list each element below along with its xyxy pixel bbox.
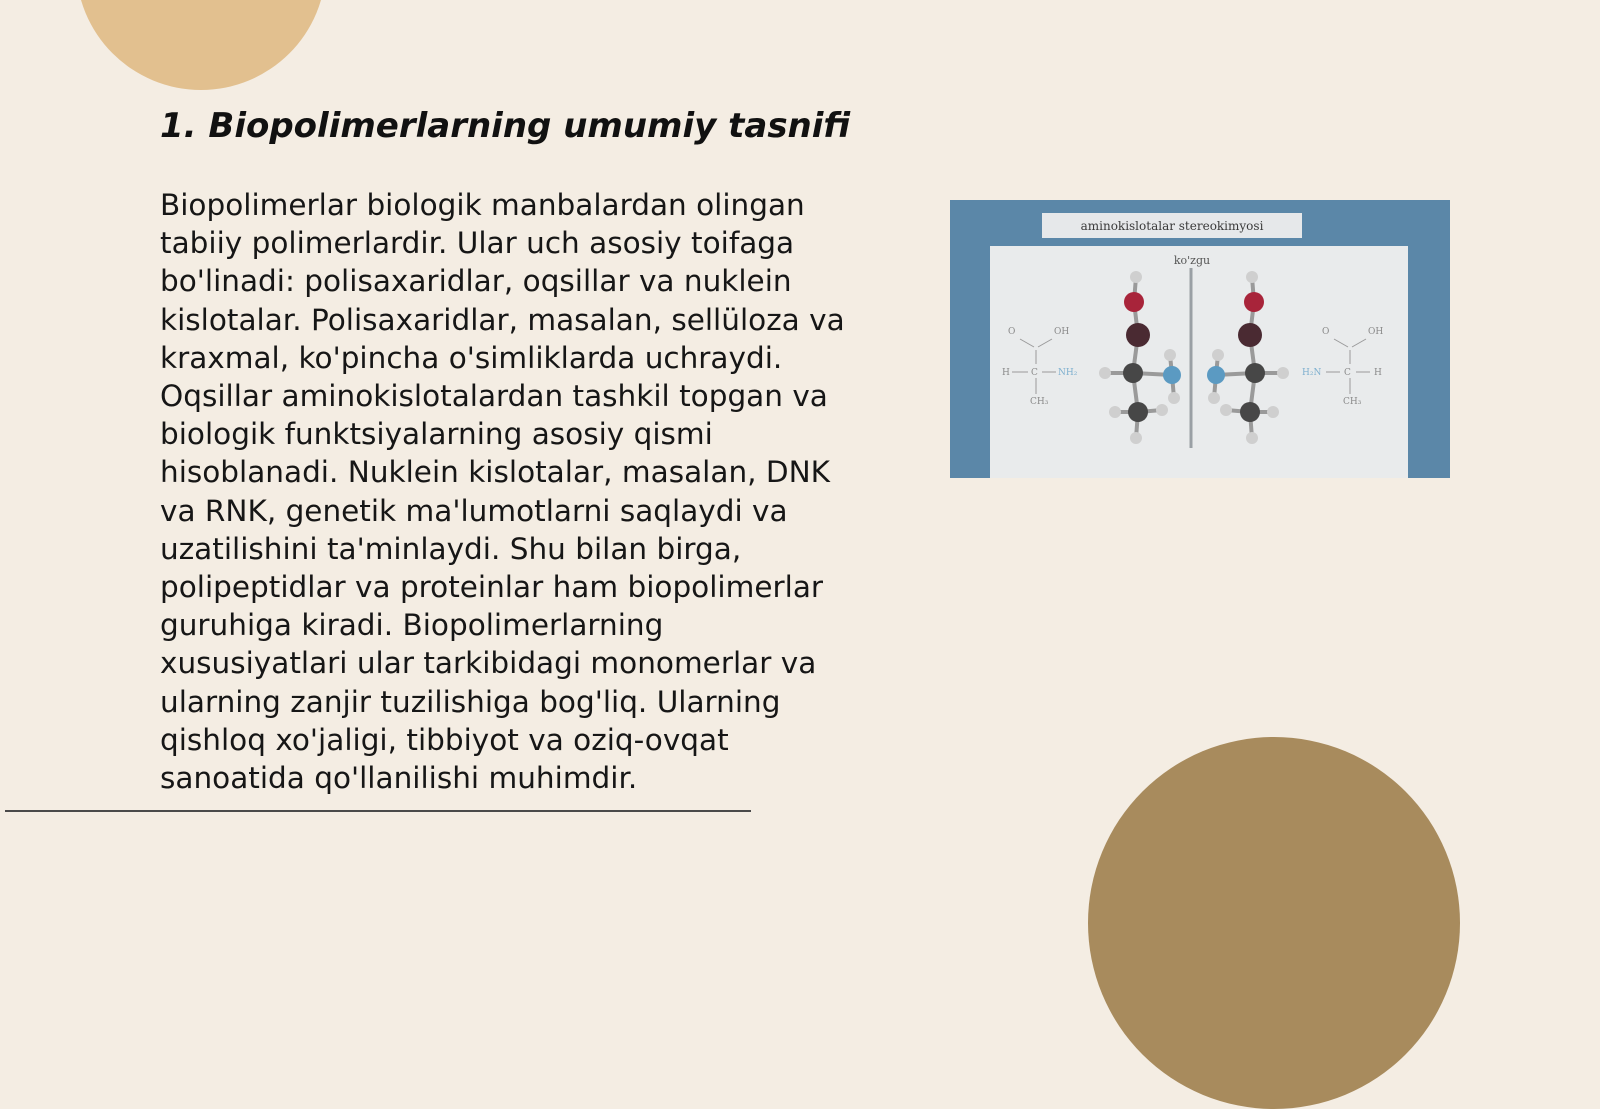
atom-hydrogen	[1130, 271, 1142, 283]
atom-hydrogen	[1099, 367, 1111, 379]
atom-carbon	[1245, 363, 1265, 383]
formula-right-oh: OH	[1368, 327, 1384, 337]
atom-carbon	[1123, 363, 1143, 383]
slide-body-text: Biopolimerlar biologik manbalardan olingan tabiiy polimerlardir. Ular uch asosiy toifaga bo'linadi: polisaxaridlar, oqsillar va nuklein kislotalar. Polisaxaridlar, masalan, sellüloza va kraxmal, ko'pincha o'simliklarda uchraydi. Oqsillar aminokislotalardan tashkil topgan va biologik funktsiyalarning asosiy qismi hisoblanadi. Nuklein kislotalar, masalan, DNK va RNK, genetik ma'lumotlarni saqlaydi va uzatilishini ta'minlaydi. Shu bilan birga, polipeptidlar va proteinlar ham biopolimerlar guruhiga kiradi. Biopolimerlarning xususiyatlari ular tarkibidagi monomerlar va ularning zanjir tuzilishiga bog'liq. Ularning qishloq xo'jaligi, tibbiyot va oziq-ovqat sanoatida qo'llanilishi muhimdir.	[160, 188, 845, 796]
atom-hydrogen	[1267, 406, 1279, 418]
atom-carbon	[1128, 402, 1148, 422]
decorative-circle-bottom	[1088, 737, 1460, 1109]
formula-right-c: C	[1344, 368, 1351, 378]
atom-hydrogen	[1168, 392, 1180, 404]
atom-hydrogen	[1130, 432, 1142, 444]
formula-left-oh: OH	[1054, 327, 1070, 337]
atom-hydrogen	[1277, 367, 1289, 379]
formula-left-h: H	[1002, 368, 1010, 378]
mirror-label: ko'zgu	[1173, 254, 1211, 267]
atom-hydrogen	[1246, 432, 1258, 444]
decorative-circle-top	[76, 0, 326, 90]
formula-left-nh2: NH₂	[1058, 368, 1078, 378]
formula-left-c: C	[1031, 368, 1038, 378]
atom-nitrogen	[1163, 366, 1181, 384]
atom-hydrogen	[1164, 349, 1176, 361]
formula-right-o: O	[1322, 327, 1330, 337]
atom-oxygen	[1124, 292, 1144, 312]
atom-carbon	[1240, 402, 1260, 422]
image-header-label: aminokislotalar stereokimyosi	[1080, 219, 1264, 233]
formula-left-o: O	[1008, 327, 1016, 337]
atom-hydrogen	[1156, 404, 1168, 416]
slide-title: 1. Biopolimerlarning umumiy tasnifi	[160, 106, 851, 146]
atom-nitrogen	[1207, 366, 1225, 384]
formula-right-h: H	[1374, 368, 1382, 378]
image-panel	[990, 246, 1408, 478]
atom-oxygen	[1126, 323, 1150, 347]
formula-right-ch3: CH₃	[1343, 397, 1362, 407]
atom-hydrogen	[1220, 404, 1232, 416]
atom-hydrogen	[1246, 271, 1258, 283]
atom-hydrogen	[1109, 406, 1121, 418]
divider-line	[5, 810, 751, 812]
atom-hydrogen	[1208, 392, 1220, 404]
formula-right-h2n: H₂N	[1302, 368, 1322, 378]
stereochemistry-image	[950, 200, 1450, 478]
atom-oxygen	[1238, 323, 1262, 347]
atom-oxygen	[1244, 292, 1264, 312]
atom-hydrogen	[1212, 349, 1224, 361]
formula-left-ch3: CH₃	[1030, 397, 1049, 407]
